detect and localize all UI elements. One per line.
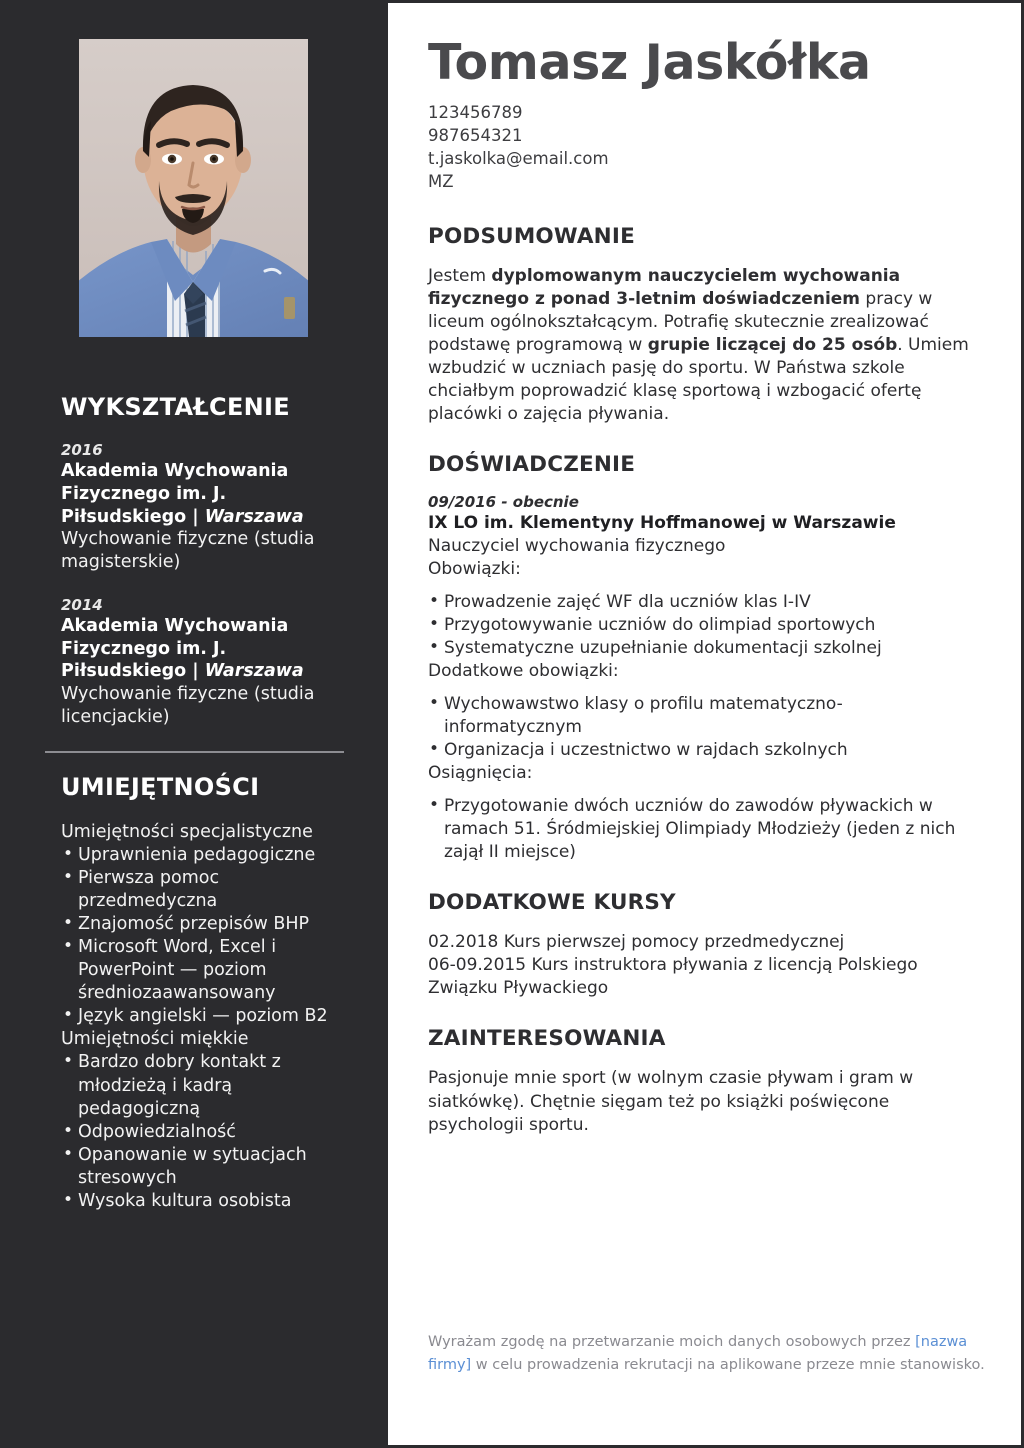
education-separator: | bbox=[192, 661, 199, 682]
summary-part-bold: grupie liczącej do 25 osób bbox=[647, 334, 898, 355]
interests-text: Pasjonuje mnie sport (w wolnym czasie pływam i gram w siatkówkę). Chętnie sięgam też po książki poświęcone psychologii sportu. bbox=[428, 1068, 914, 1135]
experience-employer: IX LO im. Klementyny Hoffmanowej w Warszawie bbox=[428, 513, 896, 534]
skills-section bbox=[3, 773, 388, 1214]
consent-company-placeholder[interactable]: [nazwa firmy] bbox=[428, 1334, 968, 1373]
education-school bbox=[61, 460, 344, 528]
skills-group-label: Umiejętności miękkie bbox=[61, 1029, 249, 1050]
interests-heading: ZAINTERESOWANIA bbox=[428, 1026, 666, 1052]
experience-role: Nauczyciel wychowania fizycznego bbox=[428, 536, 726, 557]
contact-phone-1: 123456789 bbox=[428, 103, 523, 123]
page-title: Tomasz Jaskółka bbox=[428, 34, 871, 91]
experience-item bbox=[428, 493, 980, 864]
contact-region: MZ bbox=[428, 171, 454, 191]
education-heading: WYKSZTAŁCENIE bbox=[61, 393, 290, 421]
list-item: • Prowadzenie zajęć WF dla uczniów klas I-IV bbox=[428, 591, 980, 614]
list-item: • Przygotowanie dwóch uczniów do zawodów pływackich w ramach 51. Śródmiejskiej Olimpiady Młodzieży (jeden z nich zajął II miejsce) bbox=[428, 795, 980, 864]
experience-block-label: Dodatkowe obowiązki: bbox=[428, 660, 619, 681]
list-item: • Bardzo dobry kontakt z młodzieżą i kadrą pedagogiczną bbox=[61, 1051, 344, 1120]
summary-part: pracy w liceum ogólnokształcącym. Potrafię skutecznie zrealizować podstawę programową w bbox=[428, 288, 933, 355]
experience-achievements-list bbox=[428, 795, 980, 864]
list-item: • Uprawnienia pedagogiczne bbox=[61, 844, 344, 867]
list-item: • Przygotowywanie uczniów do olimpiad sportowych bbox=[428, 614, 980, 637]
consent-clause bbox=[428, 1331, 993, 1377]
skills-heading: UMIEJĘTNOŚCI bbox=[61, 772, 260, 801]
experience-date: 09/2016 - obecnie bbox=[428, 493, 579, 512]
experience-duties-list bbox=[428, 591, 980, 660]
education-school-name: Akademia Wychowania Fizycznego im. J. Piłsudskiego bbox=[61, 461, 289, 527]
education-city: Warszawa bbox=[204, 506, 304, 527]
list-item: • Microsoft Word, Excel i PowerPoint — poziom średniozaawansowany bbox=[61, 936, 344, 1005]
experience-heading: DOŚWIADCZENIE bbox=[428, 452, 636, 478]
summary-part: Jestem bbox=[428, 265, 492, 286]
experience-section bbox=[428, 452, 980, 864]
list-item: • Opanowanie w sytuacjach stresowych bbox=[61, 1144, 344, 1190]
courses-heading: DODATKOWE KURSY bbox=[428, 890, 676, 916]
summary-section bbox=[428, 224, 980, 427]
experience-extra-duties-list bbox=[428, 693, 980, 762]
education-field: Wychowanie fizyczne (studia licencjackie) bbox=[61, 684, 315, 727]
education-school-name: Akademia Wychowania Fizycznego im. J. Piłsudskiego bbox=[61, 615, 289, 682]
education-year: 2016 bbox=[61, 441, 103, 459]
summary-text bbox=[428, 265, 980, 427]
list-item: • Wysoka kultura osobista bbox=[61, 1190, 344, 1213]
summary-part-bold: dyplomowanym nauczycielem wychowania fizycznego z ponad 3-letnim doświadczeniem bbox=[428, 265, 901, 309]
list-item: • Organizacja i uczestnictwo w rajdach szkolnych bbox=[428, 739, 980, 762]
contact-block bbox=[428, 102, 980, 193]
sidebar-content bbox=[3, 393, 388, 1213]
consent-prefix: Wyrażam zgodę na przetwarzanie moich danych osobowych przez bbox=[428, 1334, 916, 1350]
skills-list-specialist bbox=[61, 844, 344, 1029]
education-separator: | bbox=[192, 506, 199, 527]
contact-email[interactable]: t.jaskolka@email.com bbox=[428, 148, 609, 168]
list-item: • Znajomość przepisów BHP bbox=[61, 913, 344, 936]
skills-group-label: Umiejętności specjalistyczne bbox=[61, 821, 313, 842]
contact-phone-2: 987654321 bbox=[428, 126, 523, 146]
education-city: Warszawa bbox=[204, 661, 304, 682]
education-year: 2014 bbox=[61, 595, 103, 614]
education-field: Wychowanie fizyczne (studia magisterskie) bbox=[61, 529, 315, 572]
list-item: • Pierwsza pomoc przedmedyczna bbox=[61, 867, 344, 913]
summary-part: . Umiem wzbudzić w uczniach pasję do sportu. W Państwa szkole chciałbym poprowadzić klasę sportową i wzbogacić ofertę placówki o zajęcia pływania. bbox=[428, 334, 969, 425]
main-column bbox=[388, 3, 1024, 1448]
list-item: • Systematyczne uzupełnianie dokumentacji szkolnej bbox=[428, 637, 980, 660]
education-school bbox=[61, 615, 344, 683]
profile-photo bbox=[79, 39, 308, 337]
skills-list-soft bbox=[61, 1051, 344, 1213]
list-item: • Język angielski — poziom B2 bbox=[61, 1005, 344, 1028]
sidebar bbox=[3, 3, 388, 1448]
summary-heading: PODSUMOWANIE bbox=[428, 223, 635, 249]
consent-suffix: w celu prowadzenia rekrutacji na aplikowane przeze mnie stanowisko. bbox=[471, 1356, 985, 1373]
education-item bbox=[61, 596, 344, 729]
experience-block-label: Obowiązki: bbox=[428, 558, 521, 579]
education-section bbox=[3, 393, 388, 729]
interests-section bbox=[428, 1026, 980, 1136]
course-item: 02.2018 Kurs pierwszej pomocy przedmedycznej bbox=[428, 932, 845, 953]
courses-section bbox=[428, 890, 980, 1000]
course-item: 06-09.2015 Kurs instruktora pływania z licencją Polskiego Związku Pływackiego bbox=[428, 955, 918, 999]
sidebar-divider bbox=[45, 751, 344, 753]
list-item: • Wychowawstwo klasy o profilu matematyczno-informatycznym bbox=[428, 693, 980, 739]
list-item: • Odpowiedzialność bbox=[61, 1121, 344, 1144]
education-item bbox=[61, 441, 344, 574]
experience-block-label: Osiągnięcia: bbox=[428, 762, 533, 783]
